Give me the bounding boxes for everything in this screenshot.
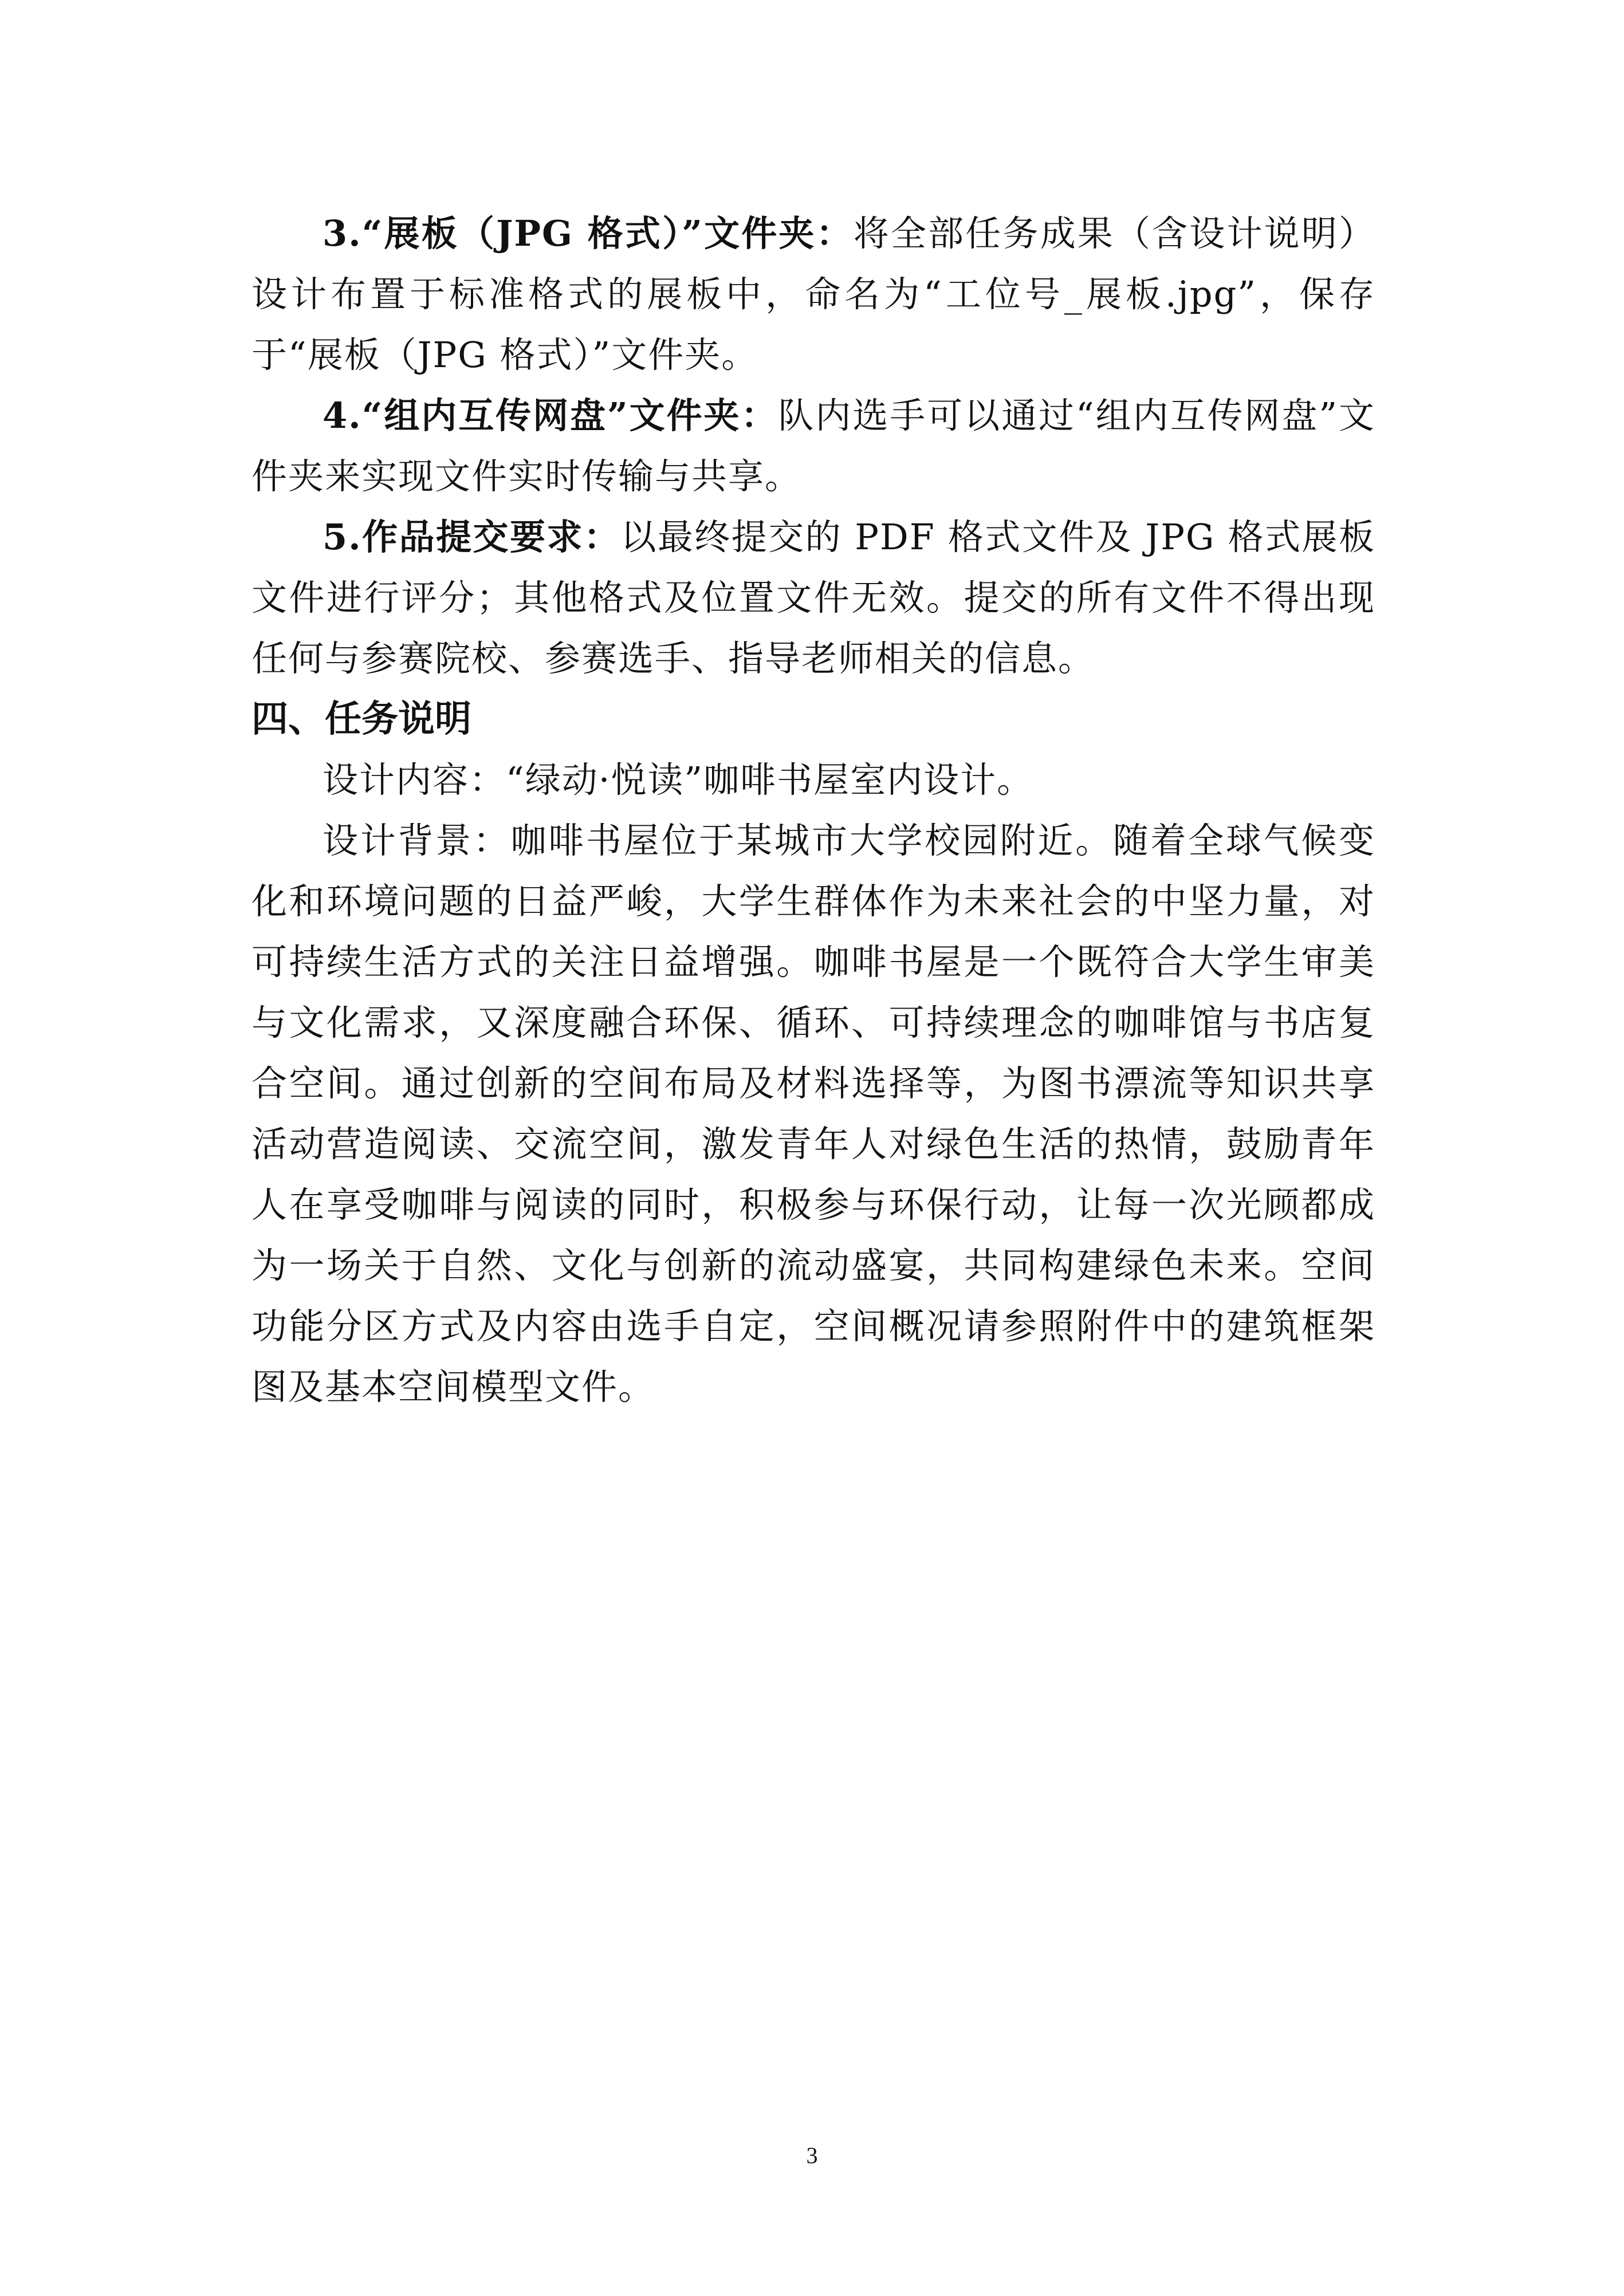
item-3-lead: 3.“展板（JPG 格式）”文件夹： [323, 212, 854, 254]
item-4-text: 队内选手可以通过“组内互传网盘”文件夹来实现文件实时传输与共享。 [251, 395, 1375, 497]
item-4-lead: 4.“组内互传网盘”文件夹： [323, 395, 778, 436]
item-5-paragraph [251, 507, 1375, 689]
document-body [251, 203, 1375, 1417]
item-5-lead: 5.作品提交要求： [323, 516, 621, 558]
design-content-paragraph: 设计内容：“绿动·悦读”咖啡书屋室内设计。 [323, 759, 1034, 801]
design-background-paragraph: 设计背景：咖啡书屋位于某城市大学校园附近。随着全球气候变化和环境问题的日益严峻，大学生群体作为未来社会的中坚力量，对可持续生活方式的关注日益增强。咖啡书屋是一个既符合大学生审美与文化需求，又深度融合环保、循环、可持续理念的咖啡馆与书店复合空间。通过创新的空间布局及材料选择等，为图书漂流等知识共享活动营造阅读、交流空间，激发青年人对绿色生活的热情，鼓励青年人在享受咖啡与阅读的同时，积极参与环保行动，让每一次光顾都成为一场关于自然、文化与创新的流动盛宴，共同构建绿色未来。空间功能分区方式及内容由选手自定，空间概况请参照附件中的建筑框架图及基本空间模型文件。 [251, 820, 1375, 1408]
page-number: 3 [806, 2143, 818, 2168]
section-heading: 四、任务说明 [251, 698, 471, 741]
item-5-text: 以最终提交的 PDF 格式文件及 JPG 格式展板文件进行评分；其他格式及位置文件无效。提交的所有文件不得出现任何与参赛院校、参赛选手、指导老师相关的信息。 [251, 516, 1375, 679]
item-4-paragraph [251, 385, 1375, 507]
item-3-text: 将全部任务成果（含设计说明）设计布置于标准格式的展板中，命名为“工位号_展板.jpg”，保存于“展板（JPG 格式）”文件夹。 [251, 212, 1375, 376]
item-3-paragraph [251, 203, 1375, 385]
